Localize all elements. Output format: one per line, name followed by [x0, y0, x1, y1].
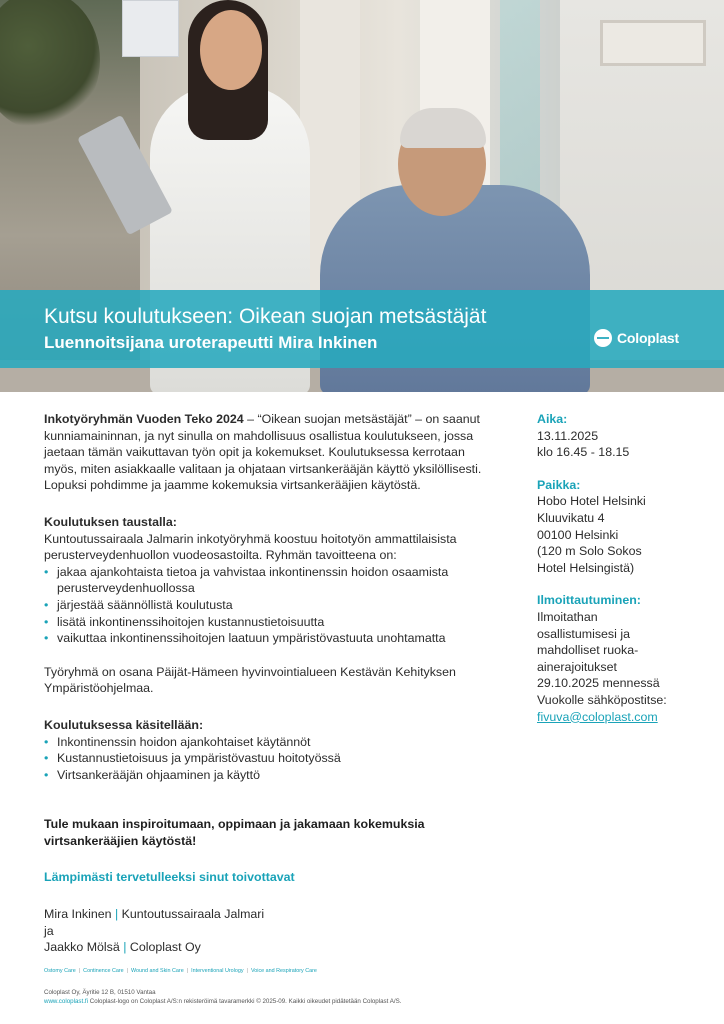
- place-heading: Paikka:: [537, 477, 581, 492]
- signup-line: ainerajoitukset: [537, 659, 617, 674]
- main-column: [44, 411, 499, 956]
- list-item: • vaikuttaa inkontinenssihoitojen laatuun ympäristövastuuta unohtamatta: [44, 630, 499, 647]
- footer-links: Ostomy Care | Continence Care | Wound and Skin Care | Interventional Urology | Voice and Respiratory Care: [44, 968, 317, 974]
- background-note: Työryhmä on osana Päijät-Hämeen hyvinvointialueen Kestävän Kehityksen Ympäristöohjelmaa.: [44, 664, 456, 696]
- time-heading: Aika:: [537, 412, 568, 426]
- goals-list: [44, 564, 499, 647]
- footer-link-wound[interactable]: Wound and Skin Care: [131, 968, 184, 974]
- intro-paragraph: [44, 411, 499, 494]
- background-heading: Koulutuksen taustalla:: [44, 514, 177, 529]
- footer-link-continence[interactable]: Continence Care: [83, 968, 124, 974]
- coloplast-logo-icon: [594, 329, 612, 347]
- event-time: klo 16.45 - 18.15: [537, 445, 630, 460]
- page-subtitle: Luennoitsijana uroterapeutti Mira Inkinen: [44, 333, 378, 352]
- event-date: 13.11.2025: [537, 428, 599, 443]
- page-title: Kutsu koulutukseen: Oikean suojan metsästäjät: [44, 305, 487, 328]
- photo-window: [600, 20, 706, 66]
- signup-line: mahdolliset ruoka-: [537, 643, 639, 658]
- footer-website-link[interactable]: www.coloplast.fi: [44, 998, 89, 1005]
- signup-heading: Ilmoittautuminen:: [537, 593, 641, 608]
- place-line: Kluuvikatu 4: [537, 510, 605, 525]
- signup-line: osallistumisesi ja: [537, 626, 630, 641]
- signature-line-1: Mira Inkinen | Kuntoutussairaala Jalmari: [44, 907, 265, 922]
- photo-man-hair: [400, 108, 486, 148]
- list-item: • Virtsankerääjän ohjaaminen ja käyttö: [44, 767, 499, 784]
- event-details: [537, 411, 697, 725]
- signup-line: Ilmoitathan: [537, 609, 598, 624]
- photo-nurse-face: [200, 10, 262, 90]
- email-link[interactable]: fivuva@coloplast.com: [537, 709, 658, 724]
- signup-line: 29.10.2025 mennessä: [537, 676, 660, 691]
- topics-list: [44, 734, 499, 784]
- list-item: • järjestää säännöllistä koulutusta: [44, 597, 499, 614]
- photo-sign: [122, 0, 179, 57]
- intro-text: – “Oikean suojan metsästäjät” – on saanut kunniamaininnan, ja nyt sinulla on mahdollisuus osallistua koulutukseen, jossa jaetaan tämän vaikuttavan työn opit ja kokemukset. Koulutuksessa kerrotaan myös, miten asiakkaalle valitaan ja ohjataan virtsankerääjän käyttö yksilöllisesti. Lopuksi pohdimme ja jaamme kokemuksia virtsankerääjien käytöstä.: [44, 412, 482, 493]
- call-to-action: Tule mukaan inspiroitumaan, oppimaan ja jakamaan kokemuksia virtsankerääjien käytöstä!: [44, 817, 425, 848]
- footer-link-ostomy[interactable]: Ostomy Care: [44, 968, 76, 974]
- place-line: Hobo Hotel Helsinki: [537, 494, 646, 509]
- signup-line: Vuokolle sähköpostitse:: [537, 692, 667, 707]
- intro-lead: Inkotyöryhmän Vuoden Teko 2024: [44, 412, 244, 426]
- background-text: Kuntoutussairaala Jalmarin inkotyöryhmä koostuu hoitotyön ammattilaisista perusterveydenhuollon vuodeosastoilta. Ryhmän tavoitteena on:: [44, 531, 457, 563]
- list-item: • Inkontinenssin hoidon ajankohtaiset käytännöt: [44, 734, 499, 751]
- place-line: (120 m Solo Sokos: [537, 544, 642, 559]
- list-item: • jakaa ajankohtaista tietoa ja vahvistaa inkontinenssin hoidon osaamista perusterveydenhuollossa: [44, 564, 499, 597]
- place-line: Hotel Helsingistä): [537, 560, 635, 575]
- welcome-text: Lämpimästi tervetulleeksi sinut toivottavat: [44, 870, 295, 885]
- footer-legal: www.coloplast.fi Coloplast-logo on Coloplast A/S:n rekisteröimä tavaramerkki © 2025-09. Kaikki oikeudet pidätetään Coloplast A/S.: [44, 998, 402, 1005]
- list-item: • Kustannustietoisuus ja ympäristövastuu hoitotyössä: [44, 750, 499, 767]
- signature-line-2: Jaakko Mölsä | Coloplast Oy: [44, 940, 201, 955]
- footer-link-urology[interactable]: Interventional Urology: [191, 968, 244, 974]
- footer-address: Coloplast Oy, Äyritie 12 B, 01510 Vantaa: [44, 989, 156, 996]
- signature-and: ja: [44, 923, 54, 938]
- list-item: • lisätä inkontinenssihoitojen kustannustietoisuutta: [44, 614, 499, 631]
- footer-link-voice[interactable]: Voice and Respiratory Care: [250, 968, 317, 974]
- topics-heading: Koulutuksessa käsitellään:: [44, 717, 204, 732]
- coloplast-logo: [594, 329, 679, 347]
- place-line: 00100 Helsinki: [537, 527, 619, 542]
- coloplast-logo-text: Coloplast: [617, 330, 679, 346]
